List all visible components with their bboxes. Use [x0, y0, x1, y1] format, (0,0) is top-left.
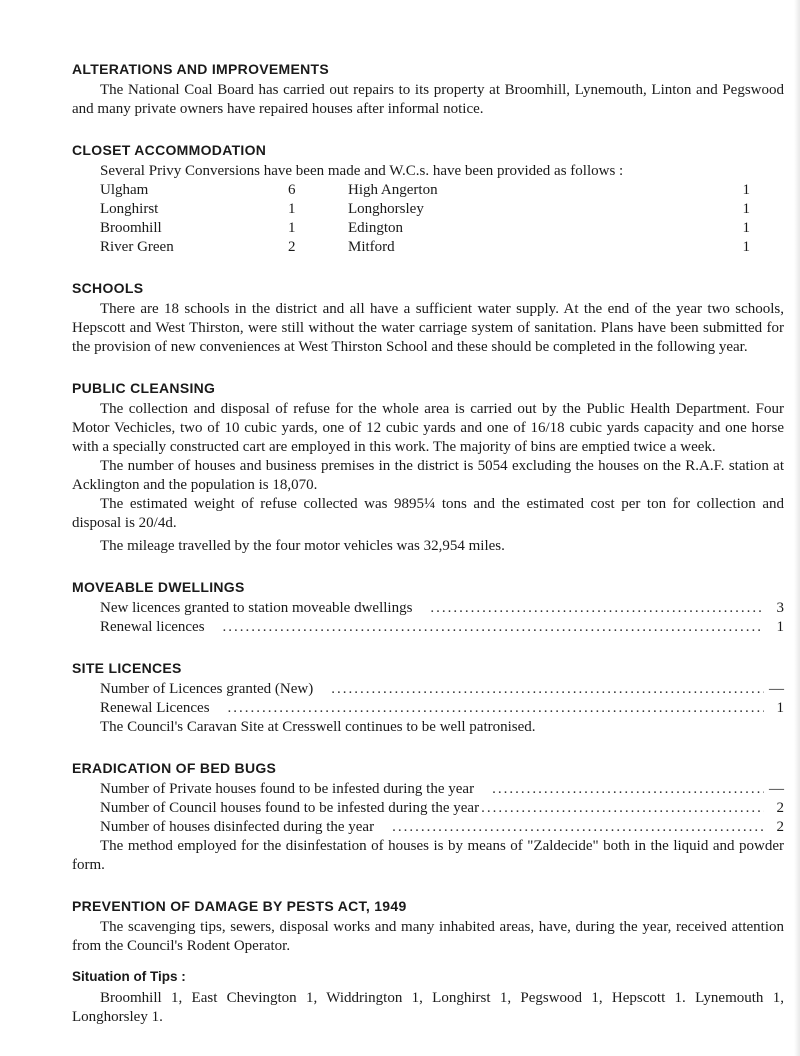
bedbugs-row [100, 799, 784, 818]
moveable-value: 1 [776, 619, 784, 635]
privy-place: Mitford [348, 239, 395, 255]
bedbugs-label: Number of Council houses found to be infested during the year [100, 800, 480, 816]
scan-edge-shadow [794, 0, 800, 1056]
site-value: 1 [776, 700, 784, 716]
privy-place: High Angerton [348, 182, 438, 198]
privy-conversions-table [100, 181, 784, 257]
dot-leader [392, 818, 764, 837]
cleansing-paragraph-1: The collection and disposal of refuse for the whole area is carried out by the Public Health Department. Four Motor Vechicles, two of 10 cubic yards, one of 12 cubic yards and one of 16/18 cubic yards capacity and one horse with a specially constructed cart are employed in this work. The majority of bins are emptied twice a week. [72, 401, 784, 455]
privy-count: 1 [288, 201, 296, 217]
dot-leader [430, 599, 764, 618]
heading-bed-bugs: ERADICATION OF BED BUGS [72, 760, 277, 776]
privy-count: 2 [288, 239, 296, 255]
moveable-row [100, 618, 784, 637]
privy-place: Edington [348, 220, 403, 236]
bedbugs-value: 2 [776, 819, 784, 835]
site-note: The Council's Caravan Site at Cresswell continues to be well patronised. [100, 719, 536, 735]
site-row [100, 699, 784, 718]
privy-count: 1 [742, 201, 750, 217]
closet-intro: Several Privy Conversions have been made and W.C.s. have been provided as follows : [100, 163, 624, 179]
privy-count: 1 [742, 182, 750, 198]
privy-place: Longhorsley [348, 201, 424, 217]
privy-place: River Green [100, 239, 174, 255]
bedbugs-label: Number of houses disinfected during the year [100, 819, 375, 835]
heading-public-cleansing: PUBLIC CLEANSING [72, 380, 216, 396]
moveable-value: 3 [776, 600, 784, 616]
moveable-row [100, 599, 784, 618]
site-row [100, 680, 784, 699]
moveable-label: New licences granted to station moveable dwellings [100, 600, 413, 616]
moveable-label: Renewal licences [100, 619, 205, 635]
alterations-paragraph: The National Coal Board has carried out repairs to its property at Broomhill, Lynemouth, Linton and Pegswood and many private owners have repaired houses after informal notice. [72, 82, 784, 117]
privy-count: 1 [742, 220, 750, 236]
privy-count: 6 [288, 182, 296, 198]
site-value: — [769, 681, 784, 697]
privy-place: Longhirst [100, 201, 159, 217]
bedbugs-row [100, 780, 784, 799]
cleansing-paragraph-4: The mileage travelled by the four motor vehicles was 32,954 miles. [100, 538, 505, 554]
privy-count: 1 [742, 239, 750, 255]
privy-place: Ulgham [100, 182, 149, 198]
heading-schools: SCHOOLS [72, 280, 144, 296]
bedbugs-label: Number of Private houses found to be infested during the year [100, 781, 475, 797]
schools-paragraph: There are 18 schools in the district and all have a sufficient water supply. At the end of the year two schools, Hepscott and West Thirston, were still without the water carriage system of sanitation. Plans have been submitted for the provision of new conveniences at West Thirston School and these should be completed in the following year. [72, 301, 784, 355]
heading-moveable-dwellings: MOVEABLE DWELLINGS [72, 579, 245, 595]
dot-leader [223, 618, 764, 637]
tips-paragraph: Broomhill 1, East Chevington 1, Widdrington 1, Longhirst 1, Pegswood 1, Hepscott 1. Lynemouth 1, Longhorsley 1. [72, 990, 784, 1025]
heading-situation-of-tips: Situation of Tips : [72, 969, 186, 984]
dot-leader [492, 780, 764, 799]
dot-leader [331, 680, 764, 699]
site-label: Renewal Licences [100, 700, 210, 716]
bedbugs-note: The method employed for the disinfestation of houses is by means of "Zaldecide" both in the liquid and powder form. [72, 838, 784, 873]
site-label: Number of Licences granted (New) [100, 681, 314, 697]
heading-alterations: ALTERATIONS AND IMPROVEMENTS [72, 61, 330, 77]
cleansing-paragraph-3: The estimated weight of refuse collected was 9895¼ tons and the estimated cost per ton for collection and disposal is 20/4d. [72, 496, 784, 531]
bedbugs-value: — [769, 781, 784, 797]
heading-pests-act: PREVENTION OF DAMAGE BY PESTS ACT, 1949 [72, 898, 407, 914]
privy-place: Broomhill [100, 220, 162, 236]
heading-closet-accommodation: CLOSET ACCOMMODATION [72, 142, 267, 158]
dot-leader [481, 799, 764, 818]
dot-leader [228, 699, 764, 718]
privy-count: 1 [288, 220, 296, 236]
document-page [72, 60, 784, 1027]
pests-paragraph: The scavenging tips, sewers, disposal works and many inhabited areas, have, during the year, received attention from the Council's Rodent Operator. [72, 919, 784, 954]
bedbugs-row [100, 818, 784, 837]
heading-site-licences: SITE LICENCES [72, 660, 182, 676]
bedbugs-value: 2 [776, 800, 784, 816]
cleansing-paragraph-2: The number of houses and business premises in the district is 5054 excluding the houses on the R.A.F. station at Acklington and the population is 18,070. [72, 458, 784, 493]
